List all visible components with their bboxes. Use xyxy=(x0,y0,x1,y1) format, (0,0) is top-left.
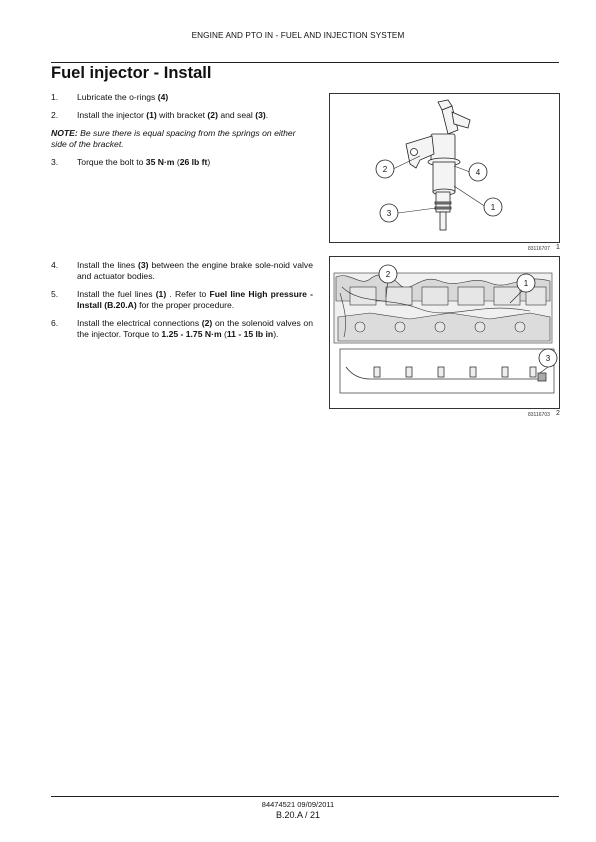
figure-2-caption: 83116703 xyxy=(528,412,550,418)
step-number: 3. xyxy=(51,157,59,167)
step-text: Install the injector xyxy=(77,110,147,120)
callout-2: 2 xyxy=(385,270,391,279)
figure-2-number: 2 xyxy=(556,410,560,417)
callout-ref: (3) xyxy=(137,260,149,270)
step-number: 1. xyxy=(51,92,59,102)
step-text: Torque the bolt to xyxy=(77,157,146,167)
figure-2-engine-lines xyxy=(329,256,560,409)
page-header: ENGINE AND PTO IN - FUEL AND INJECTION SYSTEM xyxy=(191,31,405,40)
figure-1-injector xyxy=(329,93,560,243)
step-text: ) xyxy=(207,157,211,167)
step-text: ( xyxy=(221,329,227,339)
torque-value: 11 - 15 lb in xyxy=(226,329,274,339)
step-text: . xyxy=(265,110,269,120)
step-text: for the proper procedure. xyxy=(136,300,235,310)
step-number: 2. xyxy=(51,110,59,120)
note xyxy=(51,128,313,150)
step-text: Install the electrical connections xyxy=(77,318,202,328)
step-2 xyxy=(51,110,313,121)
cross-reference-link[interactable]: Fuel line High pressure - Install (B.20.A) xyxy=(77,289,314,310)
callout-1: 1 xyxy=(490,203,496,212)
step-1 xyxy=(51,92,313,103)
step-text: Install the lines xyxy=(77,260,138,270)
title-rule xyxy=(51,62,559,63)
footer-page-number: B.20.A / 21 xyxy=(275,810,321,820)
step-6 xyxy=(51,318,313,340)
callout-ref: (1) xyxy=(155,289,167,299)
callout-4: 4 xyxy=(475,168,481,177)
note-label: NOTE: xyxy=(51,128,78,138)
step-text: on the solenoid valves on the injector. Torque to xyxy=(77,318,313,339)
torque-value: 26 lb ft xyxy=(179,157,208,167)
engine-illustration xyxy=(330,257,559,408)
callout-1: 1 xyxy=(523,279,529,288)
injector-illustration xyxy=(330,94,559,242)
note-text: Be sure there is equal spacing from the springs on either side of the bracket. xyxy=(51,128,296,149)
figure-1-number: 1 xyxy=(556,244,560,251)
callout-3: 3 xyxy=(545,354,551,363)
steps-group-1 xyxy=(51,92,313,175)
step-5 xyxy=(51,289,313,311)
footer-document-id: 84474521 09/09/2011 xyxy=(261,800,335,809)
step-text: ). xyxy=(273,329,279,339)
section-title: Fuel injector - Install xyxy=(51,64,212,82)
footer-rule xyxy=(51,796,559,797)
step-text: between the engine brake sole-noid valve and actuator bodies. xyxy=(77,260,313,281)
step-text: . Refer to xyxy=(166,289,210,299)
step-number: 5. xyxy=(51,289,59,299)
callout-ref: (4) xyxy=(157,92,169,102)
step-number: 4. xyxy=(51,260,59,270)
callout-ref: (3) xyxy=(255,110,266,120)
callout-ref: (1) xyxy=(146,110,157,120)
step-4 xyxy=(51,260,313,282)
step-text: Install the fuel lines xyxy=(77,289,156,299)
step-text: Lubricate the o-rings xyxy=(77,92,158,102)
callout-3: 3 xyxy=(386,209,392,218)
step-text: ( xyxy=(174,157,180,167)
figure-1-caption: 83116707 xyxy=(528,246,550,252)
callout-ref: (2) xyxy=(207,110,218,120)
step-text: with bracket xyxy=(156,110,208,120)
step-number: 6. xyxy=(51,318,59,328)
torque-value: 35 N·m xyxy=(145,157,175,167)
callout-ref: (2) xyxy=(201,318,213,328)
steps-group-2 xyxy=(51,260,313,347)
callout-2: 2 xyxy=(382,165,388,174)
step-3 xyxy=(51,157,313,168)
torque-value: 1.25 - 1.75 N·m xyxy=(161,329,222,339)
step-text: and seal xyxy=(217,110,256,120)
